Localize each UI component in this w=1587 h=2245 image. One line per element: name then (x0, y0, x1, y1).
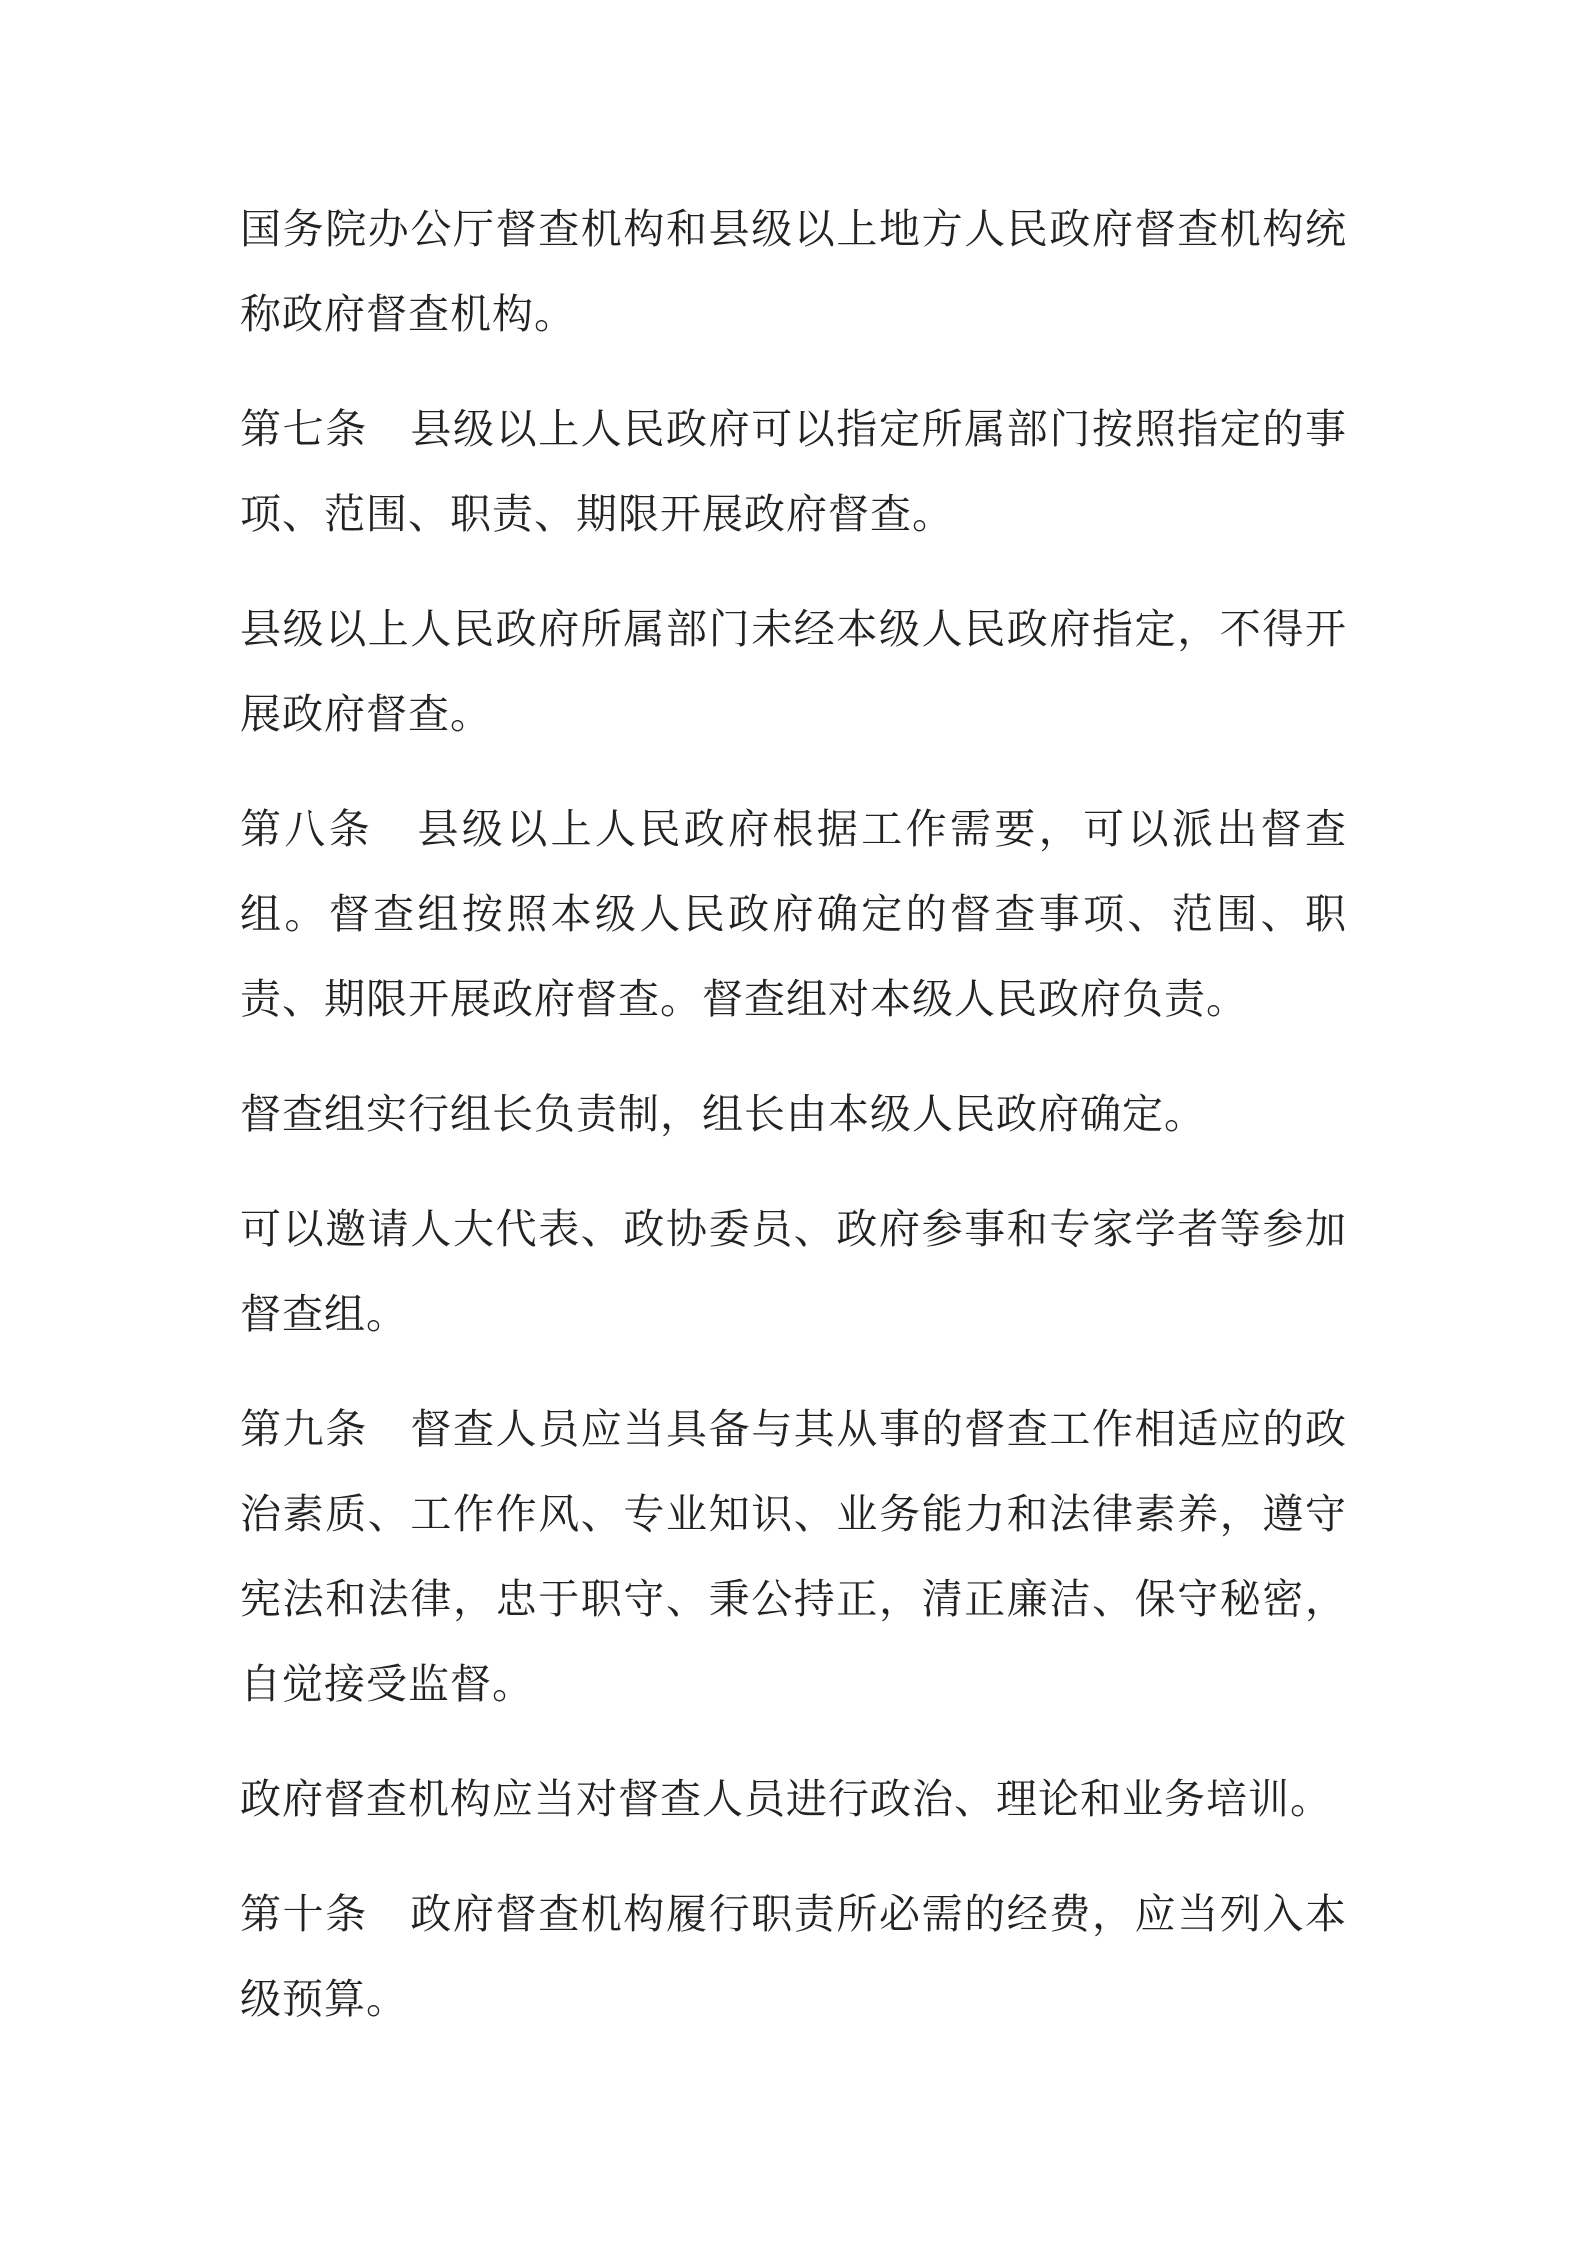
paragraph: 县级以上人民政府所属部门未经本级人民政府指定，不得开展政府督查。 (240, 605, 1347, 738)
paragraph: 第八条 县级以上人民政府根据工作需要，可以派出督查组。督查组按照本级人民政府确定的督查事项、范围、职责、期限开展政府督查。督查组对本级人民政府负责。 (240, 805, 1347, 1023)
paragraph: 可以邀请人大代表、政协委员、政府参事和专家学者等参加督查组。 (240, 1205, 1347, 1338)
paragraph: 第九条 督查人员应当具备与其从事的督查工作相适应的政治素质、工作作风、专业知识、业务能力和法律素养，遵守宪法和法律，忠于职守、秉公持正，清正廉洁、保守秘密，自觉接受监督。 (240, 1405, 1347, 1708)
paragraph: 第七条 县级以上人民政府可以指定所属部门按照指定的事项、范围、职责、期限开展政府督查。 (240, 405, 1347, 538)
document-text-block (240, 187, 1347, 2042)
paragraph: 政府督查机构应当对督查人员进行政治、理论和业务培训。 (240, 1775, 1332, 1823)
paragraph: 督查组实行组长负责制，组长由本级人民政府确定。 (240, 1090, 1206, 1138)
paragraph: 第十条 政府督查机构履行职责所必需的经费，应当列入本级预算。 (240, 1890, 1347, 2023)
paragraph: 国务院办公厅督查机构和县级以上地方人民政府督查机构统称政府督查机构。 (240, 205, 1347, 338)
